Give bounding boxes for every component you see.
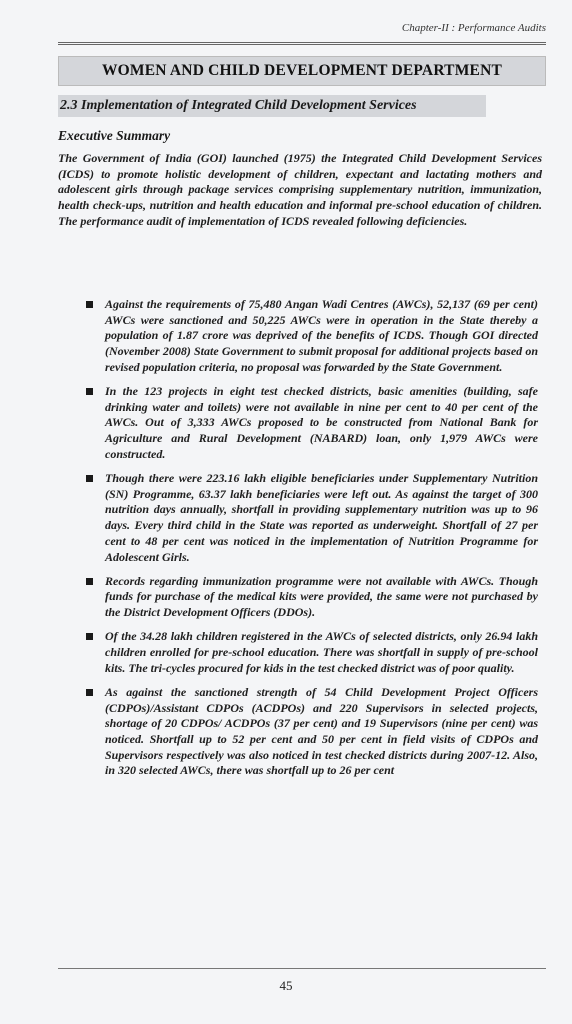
square-bullet-icon bbox=[86, 689, 93, 696]
list-item bbox=[86, 574, 538, 621]
square-bullet-icon bbox=[86, 475, 93, 482]
page-number: 45 bbox=[279, 978, 293, 993]
findings-list bbox=[86, 297, 538, 788]
finding-text: Though there were 223.16 lakh eligible beneficiaries under Supplementary Nutrition (SN) Programme, 63.37 lakh beneficiaries were left out. As against the target of 300 nutrition days annually, shortfall in providing supplementary nutrition was up to 96 days. Every third child in the State was reported as underweight. Shortfall of 27 per cent to 48 per cent was noticed in the implementation of Nutrition Programme for Adolescent Girls. bbox=[105, 471, 538, 564]
square-bullet-icon bbox=[86, 578, 93, 585]
square-bullet-icon bbox=[86, 633, 93, 640]
finding-text: Of the 34.28 lakh children registered in the AWCs of selected districts, only 26.94 lakh children enrolled for pre-school education. There was shortfall in supply of pre-school kits. The tri-cycles procured for kids in the test checked district was of poor quality. bbox=[105, 629, 538, 675]
department-title: WOMEN AND CHILD DEVELOPMENT DEPARTMENT bbox=[58, 56, 546, 86]
list-item bbox=[86, 384, 538, 463]
list-item bbox=[86, 471, 538, 565]
footer-divider bbox=[58, 968, 546, 969]
list-item bbox=[86, 629, 538, 676]
finding-text: In the 123 projects in eight test checked districts, basic amenities (building, safe drinking water and toilets) were not available in nine per cent to 40 per cent of the AWCs. Out of 3,333 AWCs proposed to be constructed from National Bank for Agriculture and Rural Development (NABARD) loan, only 1,979 AWCs were constructed. bbox=[105, 384, 538, 461]
finding-text: Records regarding immunization programme were not available with AWCs. Though funds for purchase of the medical kits were provided, the same were not purchased by the District Development Officers (DDOs). bbox=[105, 573, 538, 620]
executive-summary-heading: Executive Summary bbox=[58, 128, 171, 143]
finding-text: As against the sanctioned strength of 54 Child Development Project Officers (CDPOs)/Assistant CDPOs (ACDPOs) and 220 Supervisors in selected projects, shortage of 20 CDPOs/ ACDPOs (37 per cent) and 19 Supervisors (nine per cent) was noticed. Shortfall up to 52 per cent and 50 per cent in field visits of CDPOs and Supervisors respectively was also noticed in test checked districts during 2007-12. Also, in 320 selected AWCs, there was shortfall up to 26 per cent bbox=[105, 684, 538, 778]
finding-text: Against the requirements of 75,480 Angan Wadi Centres (AWCs), 52,137 (69 per cent) AWCs were sanctioned and 50,225 AWCs were in operation in the State thereby a population of 1.87 crore was deprived of the benefits of ICDS. Though GOI directed (November 2008) State Government to submit proposal for additional projects based on revised population criteria, no proposal was forwarded by the State Government. bbox=[105, 297, 538, 374]
list-item bbox=[86, 297, 538, 376]
square-bullet-icon bbox=[86, 388, 93, 395]
square-bullet-icon bbox=[86, 301, 93, 308]
list-item bbox=[86, 685, 538, 779]
chapter-header: Chapter-II : Performance Audits bbox=[58, 22, 546, 45]
section-title: 2.3 Implementation of Integrated Child Development Services bbox=[58, 95, 486, 117]
summary-paragraph: The Government of India (GOI) launched (1975) the Integrated Child Development Services (ICDS) to promote holistic development of children, expectant and lactating mothers and adolescent girls through package services comprising supplementary nutrition, immunization, health check-ups, nutrition and health education and informal pre-school education of children. The performance audit of implementation of ICDS revealed following deficiencies. bbox=[58, 151, 542, 228]
